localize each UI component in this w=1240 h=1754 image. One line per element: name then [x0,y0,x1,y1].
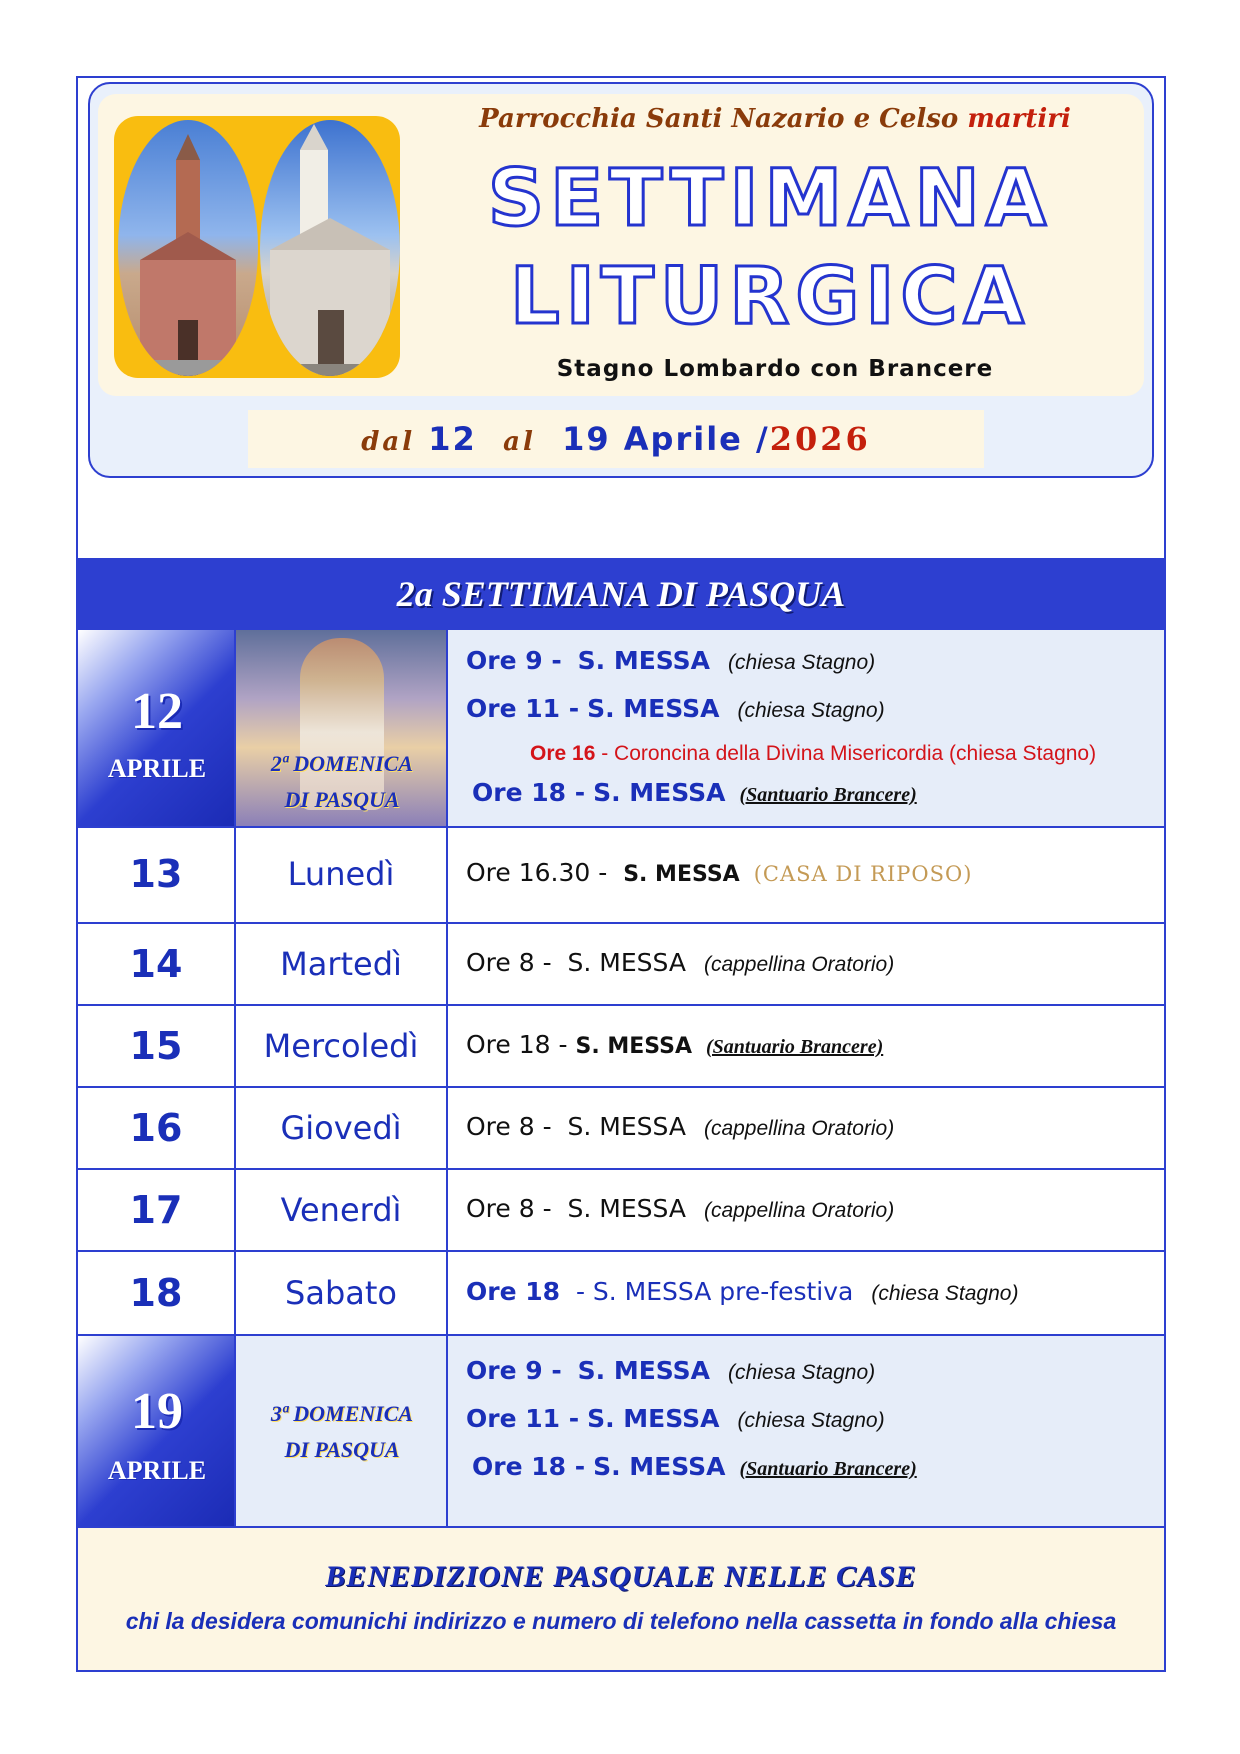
sunday-label-2: DI PASQUA [284,787,400,812]
sunday-label-1: 3ª DOMENICA [270,1401,414,1426]
day-name: Venerdì [280,1191,402,1229]
day-name: Lunedì [287,855,395,893]
schedule-row-sunday-19 [78,1336,1164,1528]
sunday-services [448,1336,1164,1526]
week-title: 2a SETTIMANA DI PASQUA [78,558,1164,630]
title-line-1: SETTIMANA [487,154,1053,244]
schedule-row-18 [78,1252,1164,1336]
church-photo-stagno [118,120,258,376]
sunday-label-1: 2ª DOMENICA [270,751,414,776]
day-name: Giovedì [280,1109,402,1147]
service-line: Ore 18 - S. MESSA (Santuario Brancere) [472,778,917,807]
service-line: Ore 11 - S. MESSA (chiesa Stagno) [466,694,885,723]
service-line: Ore 16.30 - S. MESSA (CASA DI RIPOSO) [466,858,973,887]
sunday-date-cell [78,1336,236,1526]
footer-notice [78,1528,1164,1670]
service-line: Ore 9 - S. MESSA (chiesa Stagno) [466,1356,876,1385]
schedule-row-14 [78,924,1164,1006]
service-line: Ore 8 - S. MESSA (cappellina Oratorio) [466,1112,895,1141]
service-line: Ore 9 - S. MESSA (chiesa Stagno) [466,646,876,675]
schedule-row-17 [78,1170,1164,1252]
sunday-label-cell [236,1336,448,1526]
schedule-row-13 [78,828,1164,924]
day-number: 14 [129,942,183,986]
service-line: Ore 8 - S. MESSA (cappellina Oratorio) [466,1194,895,1223]
sunday-label-2: DI PASQUA [284,1437,400,1462]
month-name: APRILE [107,754,207,783]
day-number: 16 [129,1106,183,1150]
schedule-row-15 [78,1006,1164,1088]
day-number: 17 [129,1188,183,1232]
service-line: Ore 11 - S. MESSA (chiesa Stagno) [466,1404,885,1433]
date-range: dal 12 al 19 Aprile /2026 [248,410,984,468]
day-name: Mercoledì [263,1027,419,1065]
title-line-2: LITURGICA [510,252,1030,342]
schedule-row-16 [78,1088,1164,1170]
service-line: Ore 18 - S. MESSA (Santuario Brancere) [466,1030,884,1059]
sunday-services [448,630,1164,826]
day-number: 19 [131,1383,183,1440]
service-line: Ore 18 - S. MESSA (Santuario Brancere) [472,1452,917,1481]
service-line-red: Ore 16 - Coroncina della Divina Misericordia (chiesa Stagno) [530,742,1097,765]
parish-name: Parrocchia Santi Nazario e Celso martiri [479,104,1071,134]
footer-text: chi la desidera comunichi indirizzo e numero di telefono nella cassetta in fondo alla chiesa [125,1608,1117,1634]
church-photo-brancere [260,120,400,376]
service-line: Ore 18 - S. MESSA pre-festiva (chiesa Stagno) [466,1277,1019,1306]
church-photos [114,116,400,378]
day-number: 15 [129,1024,183,1068]
footer-heading: BENEDIZIONE PASQUALE NELLE CASE [325,1560,917,1593]
day-number: 13 [129,852,183,896]
subtitle: Stagno Lombardo con Brancere [556,356,994,382]
service-line: Ore 8 - S. MESSA (cappellina Oratorio) [466,948,895,977]
day-number: 18 [129,1271,183,1315]
sunday-date-cell [78,630,236,826]
day-name: Martedì [280,945,402,983]
month-name: APRILE [107,1456,207,1485]
day-number: 12 [131,683,183,740]
divine-mercy-image [236,630,448,826]
schedule-row-sunday-12 [78,630,1164,828]
day-name: Sabato [285,1274,397,1312]
